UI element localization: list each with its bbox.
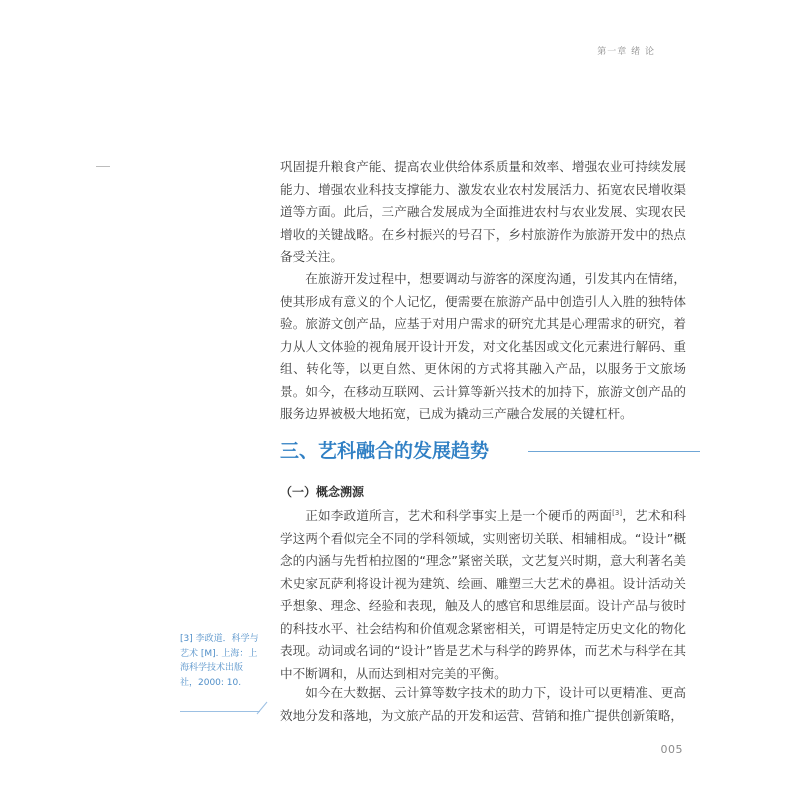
- page-number: 005: [660, 743, 683, 756]
- section-title: 三、艺科融合的发展趋势: [280, 440, 490, 462]
- paragraph-text: ，艺术和科学这两个看似完全不同的学科领域，实则密切关联、相辅相成。“设计”概念的内涵与先哲柏拉图的“理念”紧密关联，文艺复兴时期，意大利著名美术史家瓦萨利将设计视为建筑、绘画、雕塑三大艺术的鼻祖。设计活动关乎想象、理念、经验和表现，触及人的感官和思维层面。设计产品与彼时的科技水平、社会结构和价值观念紧密相关，可谓是特定历史文化的物化表现。动词或名词的“设计”皆是艺术与科学的跨界体，而艺术与科学在其中不断调和，从而达到相对完美的平衡。: [280, 508, 687, 681]
- paragraph-text: 正如李政道所言，艺术和科学事实上是一个硬币的两面: [305, 508, 613, 524]
- footnote-rule: [180, 711, 260, 712]
- side-footnote: [3] 李政道．科学与艺术 [M]. 上海：上海科学技术出版社，2000: 10.: [180, 634, 259, 688]
- body-paragraph: 在旅游开发过程中，想要调动与游客的深度沟通，引发其内在情绪，使其形成有意义的个人记忆，便需要在旅游产品中创造引人入胜的独特体验。旅游文创产品，应基于对用户需求的研究尤其是心理需求的研究，着力从人文体验的视角展开设计开发，对文化基因或文化元素进行解码、重组、转化等，以更自然、更休闲的方式将其融入产品，以服务于文旅场景。如今，在移动互联网、云计算等新兴技术的加持下，旅游文创产品的服务边界被极大地拓宽，已成为撬动三产融合发展的关键杠杆。: [280, 271, 686, 421]
- running-header: 第一章 绪 论: [597, 47, 655, 57]
- margin-dash: [96, 166, 110, 167]
- subsection-title: （一）概念溯源: [280, 485, 365, 499]
- body-paragraph: 如今在大数据、云计算等数字技术的助力下，设计可以更精准、更高效地分发和落地，为文旅产品的开发和运营、营销和推广提供创新策略，: [280, 685, 686, 723]
- footnote-reference: [3]: [612, 509, 623, 517]
- section-title-rule: [528, 451, 700, 452]
- body-paragraph: [280, 502, 686, 685]
- body-paragraph: 巩固提升粮食产能、提高农业供给体系质量和效率、增强农业可持续发展能力、增强农业科技支撑能力、激发农业农村发展活力、拓宽农民增收渠道等方面。此后，三产融合发展成为全面推进农村与农业发展、实现农民增收的关键战略。在乡村振兴的号召下，乡村旅游作为旅游开发中的热点备受关注。: [280, 159, 686, 264]
- footnote-slash-decoration: [255, 700, 271, 716]
